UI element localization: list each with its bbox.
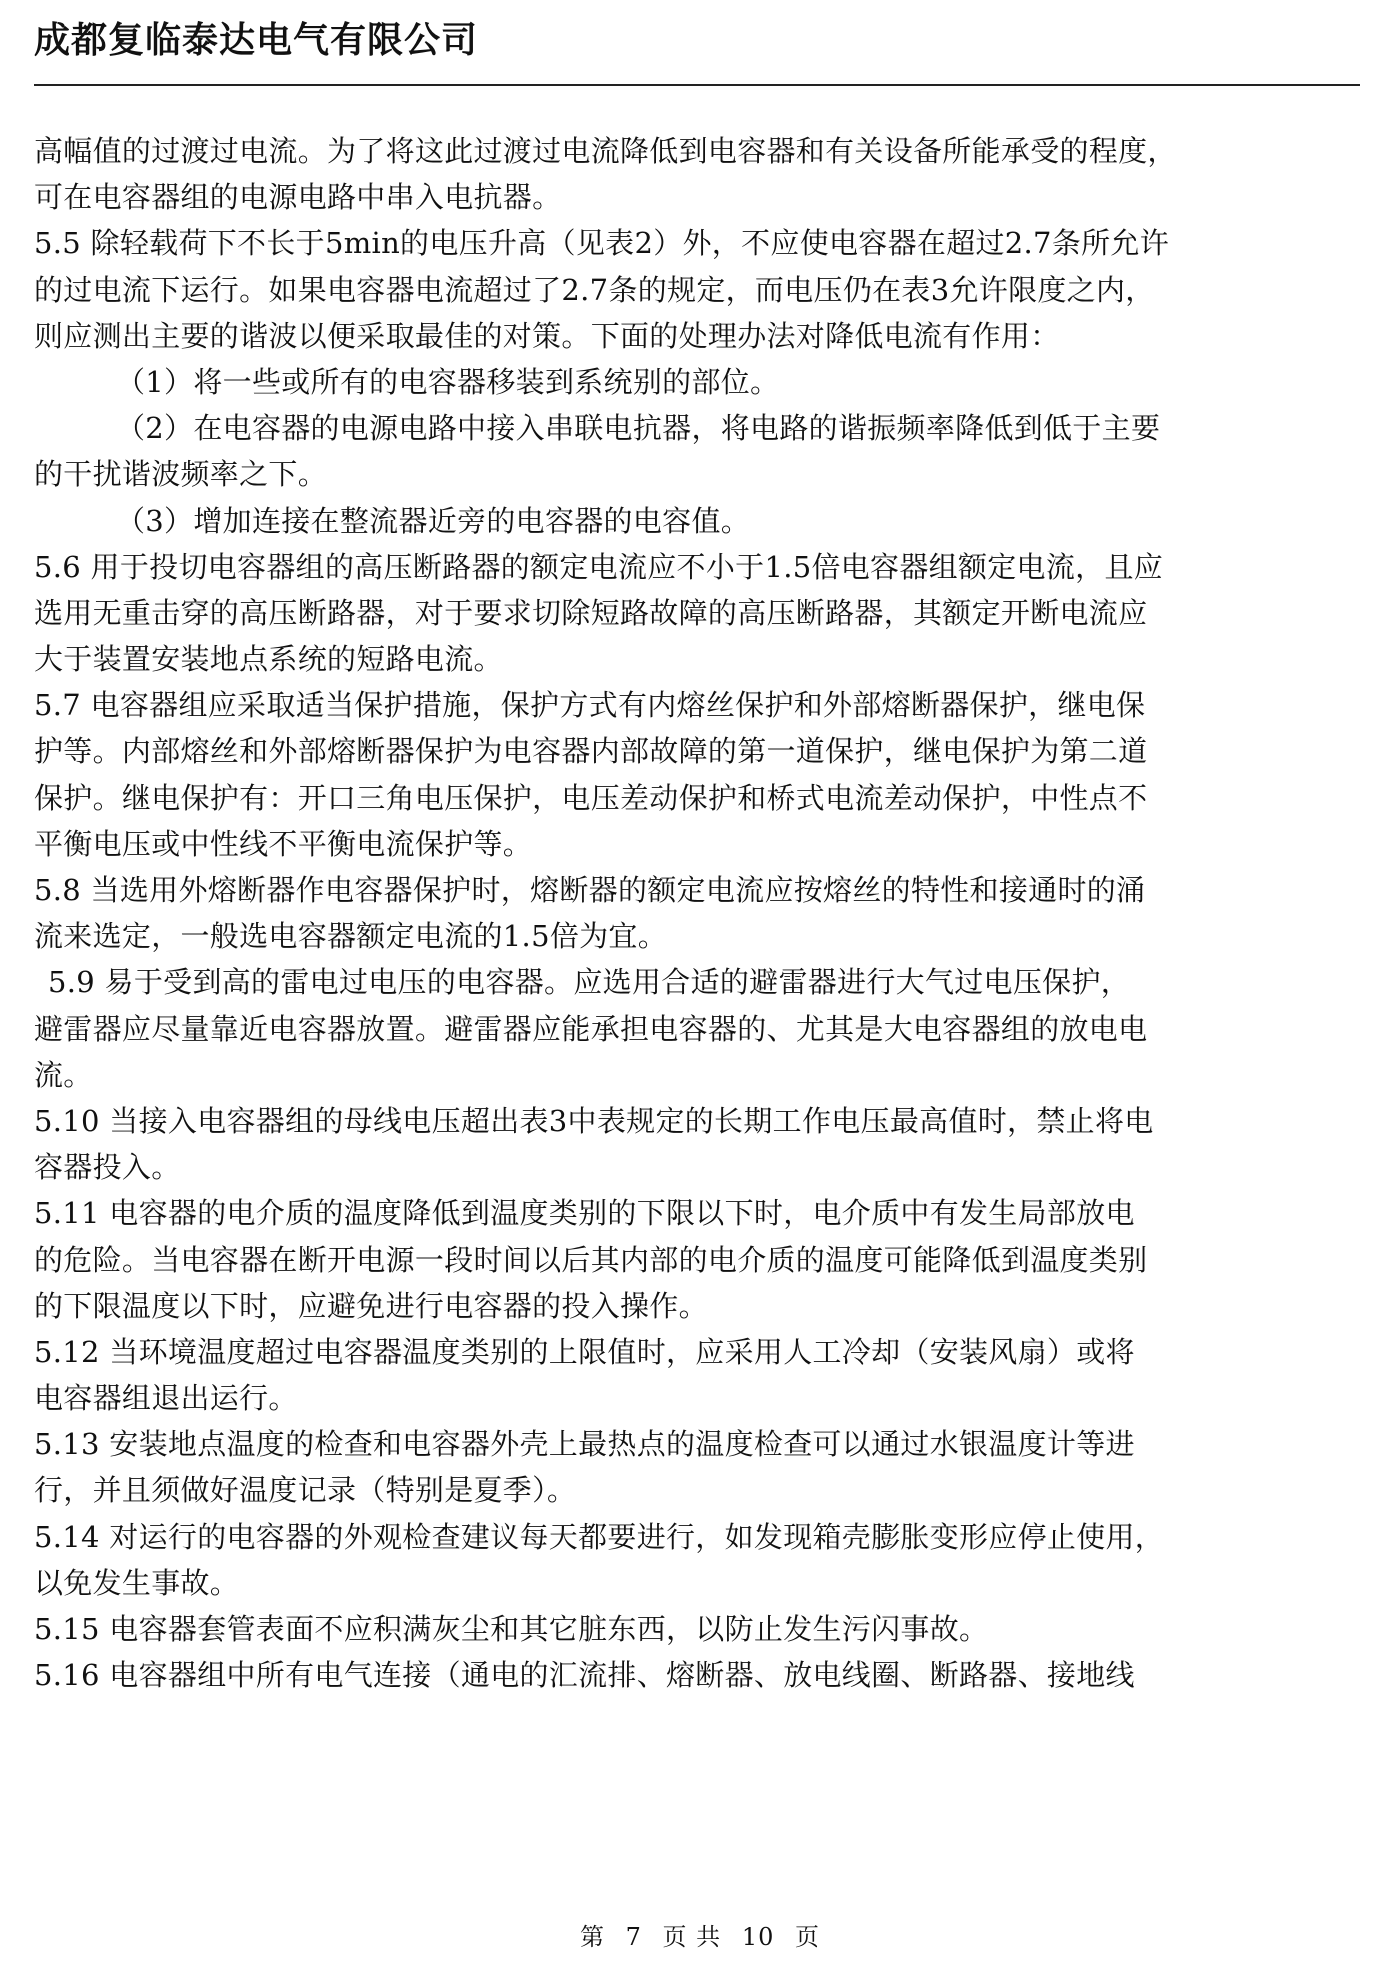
page-header	[34, 0, 1360, 86]
body-line: 5.11 电容器的电介质的温度降低到温度类别的下限以下时，电介质中有发生局部放电	[34, 1196, 1135, 1231]
current-page-number: 7	[625, 1923, 642, 1951]
body-line: 行，并且须做好温度记录（特别是夏季）。	[34, 1473, 577, 1508]
document-body	[34, 128, 1360, 1698]
body-line: 流。	[34, 1057, 93, 1092]
body-line: 选用无重击穿的高压断路器，对于要求切除短路故障的高压断路器，其额定开断电流应	[34, 595, 1148, 630]
body-line: 容器投入。	[34, 1150, 181, 1185]
body-line: 的危险。当电容器在断开电源一段时间以后其内部的电介质的温度可能降低到温度类别	[34, 1242, 1148, 1277]
body-line: 保护。继电保护有：开口三角电压保护，电压差动保护和桥式电流差动保护，中性点不	[34, 780, 1148, 815]
body-line: 平衡电压或中性线不平衡电流保护等。	[34, 826, 533, 861]
body-line: 5.16 电容器组中所有电气连接（通电的汇流排、熔断器、放电线圈、断路器、接地线	[34, 1658, 1135, 1693]
body-line: 流来选定，一般选电容器额定电流的1.5倍为宜。	[34, 919, 668, 954]
page-prefix: 第	[579, 1923, 605, 1951]
body-line: 以免发生事故。	[34, 1565, 240, 1600]
body-line: 5.12 当环境温度超过电容器温度类别的上限值时，应采用人工冷却（安装风扇）或将	[34, 1334, 1135, 1369]
body-line: （3）增加连接在整流器近旁的电容器的电容值。	[116, 503, 751, 538]
body-line: （1）将一些或所有的电容器移装到系统别的部位。	[116, 364, 780, 399]
body-line: 可在电容器组的电源电路中串入电抗器。	[34, 180, 562, 215]
page-middle-text: 页 共	[662, 1923, 722, 1951]
body-line: 的下限温度以下时，应避免进行电容器的投入操作。	[34, 1288, 708, 1323]
body-line: 则应测出主要的谐波以便采取最佳的对策。下面的处理办法对降低电流有作用：	[34, 318, 1060, 353]
body-line: 5.8 当选用外熔断器作电容器保护时，熔断器的额定电流应按熔丝的特性和接通时的涌	[34, 873, 1146, 907]
body-line: 避雷器应尽量靠近电容器放置。避雷器应能承担电容器的、尤其是大电容器组的放电电	[34, 1011, 1148, 1046]
body-line: 5.7 电容器组应采取适当保护措施，保护方式有内熔丝保护和外部熔断器保护，继电保	[34, 688, 1146, 723]
body-line: 5.15 电容器套管表面不应积满灰尘和其它脏东西，以防止发生污闪事故。	[34, 1612, 989, 1646]
body-line: 护等。内部熔丝和外部熔断器保护为电容器内部故障的第一道保护，继电保护为第二道	[34, 734, 1148, 769]
body-line: 5.6 用于投切电容器组的高压断路器的额定电流应不小于1.5倍电容器组额定电流，且应	[34, 549, 1164, 584]
body-line: 5.9 易于受到高的雷电过电压的电容器。应选用合适的避雷器进行大气过电压保护，	[48, 965, 1131, 1000]
body-line: 电容器组退出运行。	[34, 1381, 298, 1416]
company-name: 成都复临泰达电气有限公司	[34, 20, 479, 61]
body-line: 5.13 安装地点温度的检查和电容器外壳上最热点的温度检查可以通过水银温度计等进	[34, 1427, 1135, 1462]
body-line: 高幅值的过渡过电流。为了将这此过渡过电流降低到电容器和有关设备所能承受的程度，	[34, 134, 1177, 168]
body-line: 5.10 当接入电容器组的母线电压超出表3中表规定的长期工作电压最高值时，禁止将电	[34, 1103, 1154, 1138]
body-line: 大于装置安装地点系统的短路电流。	[34, 642, 503, 677]
body-line: 5.5 除轻载荷下不长于5min的电压升高（见表2）外，不应使电容器在超过2.7条所允许	[34, 226, 1170, 261]
page-suffix: 页	[795, 1923, 821, 1951]
body-line: （2）在电容器的电源电路中接入串联电抗器，将电路的谐振频率降低到低于主要	[116, 411, 1161, 446]
total-pages-number: 10	[741, 1923, 775, 1951]
body-line: 的过电流下运行。如果电容器电流超过了2.7条的规定，而电压仍在表3允许限度之内，	[34, 272, 1155, 307]
body-line: 5.14 对运行的电容器的外观检查建议每天都要进行，如发现箱壳膨胀变形应停止使用，	[34, 1519, 1165, 1554]
page-footer	[0, 1917, 1400, 1957]
body-line: 的干扰谐波频率之下。	[34, 457, 328, 492]
